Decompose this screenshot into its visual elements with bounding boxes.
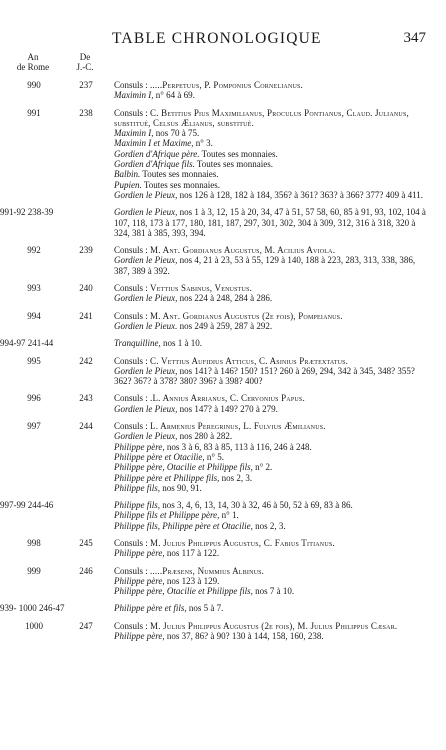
entry-line	[114, 500, 432, 510]
year-jc: 241	[79, 310, 93, 321]
year-jc: 245	[79, 537, 93, 548]
coin-numbers: nos 2, 3.	[252, 520, 286, 531]
year-rome: 1000	[25, 620, 43, 631]
consuls-names: M. Ant. Gordianus Augustus (2e fois), Pompeianus.	[150, 310, 343, 321]
consuls-label: Consuls :	[114, 107, 151, 118]
year-range: 991-92 238-39	[0, 207, 54, 218]
entry-line	[114, 393, 432, 403]
emperor-name: Gordien le Pieux,	[114, 255, 178, 266]
coin-numbers: n° 3.	[193, 138, 213, 149]
entry-line	[114, 90, 432, 100]
year-range: 997-99 244-46	[0, 500, 54, 511]
coin-numbers: nos 141? à 146? 150? 151? 260 à 269, 294, 342 à 345, 348? 355? 362? 367? à 378? 380? 396? à 398? 400?	[114, 365, 415, 387]
coin-numbers: nos 123 à 129.	[164, 575, 220, 586]
chronology-entry	[0, 245, 446, 276]
chronology-entry	[0, 108, 446, 201]
page-title: TABLE CHRONOLOGIQUE	[112, 30, 322, 47]
column-header-an: An de Rome	[16, 52, 50, 72]
coin-numbers: nos 2, 3.	[219, 472, 253, 483]
entry-line	[114, 190, 432, 200]
emperor-name: Gordien le Pieux,	[114, 365, 178, 376]
emperor-name: Gordien d'Afrique fils.	[114, 159, 195, 170]
entry-line	[114, 462, 432, 472]
emperor-name: Philippe père, Otacilie et Philippe fils,	[114, 462, 253, 473]
coin-numbers: n° 1.	[219, 510, 239, 521]
coin-numbers: Toutes ses monnaies.	[199, 148, 278, 159]
chronology-entry	[0, 538, 446, 559]
entry-line	[114, 431, 432, 441]
entry-body	[114, 356, 432, 387]
entry-line	[114, 311, 432, 321]
consuls-names: .....Præsens, Nummius Albinus.	[150, 565, 265, 576]
coin-numbers: nos 126 à 128, 182 à 184, 356? à 361? 363? à 366? 377? 409 à 411.	[177, 189, 424, 200]
emperor-name: Maximin I,	[114, 128, 154, 139]
entry-body	[114, 108, 432, 201]
entry-line	[114, 245, 432, 255]
year-jc: 246	[79, 565, 93, 576]
entry-body	[114, 566, 432, 597]
emperor-name: Gordien le Pieux,	[114, 403, 178, 414]
entry-line	[114, 473, 432, 483]
year-range: 939- 1000 246-47	[0, 603, 65, 614]
year-rome: 994	[27, 310, 41, 321]
coin-numbers: nos 249 à 259, 287 à 292.	[177, 320, 273, 331]
coin-numbers: nos 3, 4, 6, 13, 14, 30 à 32, 46 à 50, 52 à 69, 83 à 86.	[160, 500, 353, 511]
coin-numbers: nos 7 à 10.	[252, 586, 295, 597]
entry-line	[114, 483, 432, 493]
chronology-entry	[0, 566, 446, 597]
coin-numbers: nos 90, 91.	[160, 482, 202, 493]
year-rome: 999	[27, 565, 41, 576]
consuls-label: Consuls :	[114, 283, 151, 294]
coin-numbers: nos 70 à 75.	[153, 128, 200, 139]
coin-numbers: n° 2.	[252, 462, 273, 473]
entry-line	[114, 603, 432, 613]
consuls-label: Consuls :	[114, 80, 151, 90]
coin-numbers: nos 4, 21 à 23, 53 à 55, 129 à 140, 188 à 223, 283, 313, 338, 386, 387, 389 à 392.	[114, 255, 416, 276]
year-jc: 239	[79, 245, 93, 256]
consuls-label: Consuls :	[114, 421, 151, 432]
chronology-entry	[0, 421, 446, 493]
coin-numbers: nos 117 à 122.	[164, 548, 220, 559]
entry-line	[114, 576, 432, 586]
entry-line	[114, 180, 432, 190]
coin-numbers: nos 5 à 7.	[186, 603, 224, 614]
entry-line	[114, 538, 432, 548]
entry-body	[114, 393, 432, 414]
chronology-list	[0, 80, 446, 648]
entry-line	[114, 138, 432, 148]
entry-line	[114, 366, 432, 387]
chronology-entry	[0, 283, 446, 304]
entry-line	[114, 566, 432, 576]
entry-body	[114, 207, 432, 238]
year-rome: 996	[27, 393, 41, 404]
entry-body	[114, 603, 432, 613]
coin-numbers: nos 1 à 3, 12, 15 à 20, 34, 47 à 51, 57 58, 60, 85 à 91, 93, 102, 104 à 107, 118, 173 à 177, 180, 181, 187, 297, 301, 302, 304 à 309, 312, 316 à 318, 320 à 324, 381 à 385, 393, 394.	[114, 207, 426, 238]
entry-line	[114, 621, 432, 631]
year-rome: 991	[27, 107, 41, 118]
chronology-entry	[0, 393, 446, 414]
coin-numbers: nos 280 à 282.	[177, 431, 233, 442]
entry-line	[114, 80, 432, 90]
page-header	[0, 30, 446, 50]
entry-body	[114, 421, 432, 493]
consuls-label: Consuls :	[114, 620, 151, 631]
coin-numbers: n° 64 à 69.	[153, 90, 195, 101]
emperor-name: Philippe fils,	[114, 500, 160, 511]
emperor-name: Gordien le Pieux.	[114, 320, 178, 331]
entry-line	[114, 338, 432, 348]
consuls-names: L. Armenius Peregrinus, L. Fulvius Æmilianus.	[150, 421, 326, 432]
entry-body	[114, 311, 432, 332]
chronology-entry	[0, 311, 446, 332]
entry-line	[114, 108, 432, 129]
year-jc: 242	[79, 355, 93, 366]
year-jc: 244	[79, 421, 93, 432]
year-rome: 997	[27, 421, 41, 432]
emperor-name: Gordien le Pieux,	[114, 189, 178, 200]
chronology-entry	[0, 621, 446, 642]
coin-numbers: n° 5.	[204, 451, 224, 462]
coin-numbers: Toutes ses monnaies.	[140, 169, 219, 180]
consuls-label: Consuls :	[114, 355, 151, 366]
emperor-name: Philippe fils et Philippe père,	[114, 510, 220, 521]
year-rome: 990	[27, 80, 41, 90]
entry-line	[114, 321, 432, 331]
consuls-names: M. Ant. Gordianus Augustus, M. Acilius Aviola.	[150, 245, 336, 256]
consuls-label: Consuls :	[114, 310, 151, 321]
entry-line	[114, 442, 432, 452]
emperor-name: Philippe père,	[114, 548, 165, 559]
entry-line	[114, 421, 432, 431]
emperor-name: Pupien.	[114, 179, 142, 190]
emperor-name: Gordien le Pieux,	[114, 431, 178, 442]
consuls-names: M. Julius Philippus Augustus (2e fois), M. Julius Philippus Cæsar.	[150, 620, 398, 631]
entry-body	[114, 80, 432, 101]
coin-numbers: Toutes ses monnaies.	[194, 159, 274, 170]
emperor-name: Gordien d'Afrique père.	[114, 148, 200, 159]
consuls-names: C. Betitius Pius Maximilianus, Proculus Pontianus, Claud. Julianus, substitué, Celsus Ælianus, substitué.	[114, 107, 409, 128]
entry-line	[114, 510, 432, 520]
entry-line	[114, 356, 432, 366]
emperor-name: Philippe père,	[114, 575, 165, 586]
chronology-entry	[0, 80, 446, 101]
emperor-name: Maximin I et Maxime,	[114, 138, 194, 149]
year-jc: 237	[79, 80, 93, 90]
entry-line	[114, 521, 432, 531]
consuls-names: Vettius Sabinus, Venustus.	[150, 283, 253, 294]
coin-numbers: nos 224 à 248, 284 à 286.	[177, 293, 273, 304]
consuls-names: .....Perpetuus, P. Pomponius Cornelianus.	[150, 80, 303, 90]
chronology-entry	[0, 603, 446, 613]
entry-line	[114, 586, 432, 596]
consuls-label: Consuls :	[114, 245, 151, 256]
entry-body	[114, 538, 432, 559]
entry-line	[114, 159, 432, 169]
entry-line	[114, 283, 432, 293]
emperor-name: Philippe père et Philippe fils,	[114, 472, 220, 483]
emperor-name: Philippe père et Otacilie,	[114, 451, 205, 462]
consuls-names: C. Vettius Aufidius Atticus, C. Asinius Prætextatus.	[150, 355, 349, 366]
entry-body	[114, 621, 432, 642]
coin-numbers: nos 147? à 149? 270 à 279.	[177, 403, 278, 414]
year-rome: 992	[27, 245, 41, 256]
entry-line	[114, 255, 432, 276]
year-jc: 247	[79, 620, 93, 631]
emperor-name: Philippe père,	[114, 631, 165, 642]
coin-numbers: nos 37, 86? à 90? 130 à 144, 158, 160, 238.	[164, 631, 324, 642]
entry-line	[114, 548, 432, 558]
chronology-entry	[0, 207, 446, 238]
emperor-name: Philippe fils, Philippe père et Otacilie,	[114, 520, 253, 531]
entry-body	[114, 500, 432, 531]
year-range: 994-97 241-44	[0, 338, 54, 349]
entry-body	[114, 245, 432, 276]
consuls-label: Consuls :	[114, 537, 151, 548]
year-jc: 240	[79, 283, 93, 294]
coin-numbers: Toutes ses monnaies.	[141, 179, 220, 190]
column-header-de: De J.-C.	[76, 52, 94, 72]
year-jc: 243	[79, 393, 93, 404]
entry-line	[114, 631, 432, 641]
column-headers	[0, 52, 446, 76]
entry-line	[114, 128, 432, 138]
coin-numbers: nos 1 à 10.	[160, 338, 203, 349]
emperor-name: Philippe père et fils,	[114, 603, 187, 614]
entry-line	[114, 169, 432, 179]
emperor-name: Philippe père, Otacilie et Philippe fils,	[114, 586, 253, 597]
emperor-name: Gordien le Pieux,	[114, 293, 178, 304]
emperor-name: Balbin.	[114, 169, 141, 180]
entry-line	[114, 404, 432, 414]
chronology-entry	[0, 500, 446, 531]
chronology-entry	[0, 338, 446, 348]
emperor-name: Maximin I,	[114, 90, 154, 101]
emperor-name: Tranquilline,	[114, 338, 161, 349]
consuls-label: Consuls :	[114, 565, 151, 576]
entry-line	[114, 293, 432, 303]
entry-line	[114, 452, 432, 462]
entry-body	[114, 338, 432, 348]
emperor-name: Gordien le Pieux,	[114, 207, 178, 218]
consuls-names: M. Julius Philippus Augustus, C. Fabius Titianus.	[150, 537, 335, 548]
consuls-names: .L. Annius Arrianus, C. Cervonius Papus.	[150, 393, 305, 404]
emperor-name: Philippe fils,	[114, 482, 160, 493]
entry-line	[114, 207, 432, 238]
year-rome: 993	[27, 283, 41, 294]
page-number: 347	[403, 30, 426, 46]
entry-line	[114, 149, 432, 159]
consuls-label: Consuls :	[114, 393, 151, 404]
coin-numbers: nos 3 à 6, 83 à 85, 113 à 116, 246 à 248.	[164, 441, 312, 452]
entry-body	[114, 283, 432, 304]
emperor-name: Philippe père,	[114, 441, 165, 452]
chronology-entry	[0, 356, 446, 387]
year-rome: 998	[27, 537, 41, 548]
year-jc: 238	[79, 107, 93, 118]
year-rome: 995	[27, 355, 41, 366]
